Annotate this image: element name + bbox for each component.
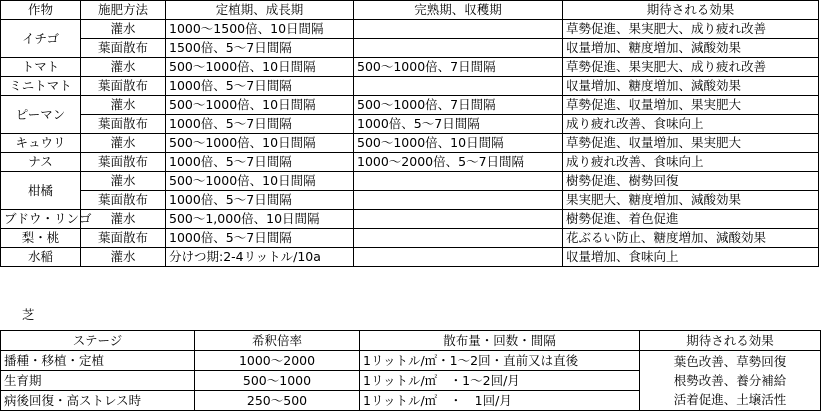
growth-cell: 500〜1000倍、10日間隔 bbox=[166, 134, 354, 153]
effect-cell: 収量増加、糖度増加、減酸効果 bbox=[563, 77, 819, 96]
table-row bbox=[1, 77, 819, 96]
effect-cell bbox=[640, 351, 821, 411]
growth-cell: 500〜1000倍、10日間隔 bbox=[166, 172, 354, 191]
effect-line: 根勢改善、養分補給 bbox=[673, 373, 787, 388]
harvest-cell: 500〜1000倍、7日間隔 bbox=[354, 58, 563, 77]
effect-line: 葉色改善、草勢回復 bbox=[673, 354, 787, 369]
harvest-cell bbox=[354, 172, 563, 191]
effect-cell: 成り疲れ改善、食味向上 bbox=[563, 153, 819, 172]
harvest-cell bbox=[354, 77, 563, 96]
method-cell: 灌水 bbox=[81, 172, 166, 191]
header-effect: 期待される効果 bbox=[563, 1, 819, 20]
method-cell: 葉面散布 bbox=[81, 77, 166, 96]
header-dilution: 希釈倍率 bbox=[195, 331, 360, 351]
crop-cell: トマト bbox=[1, 58, 81, 77]
effect-cell: 草勢促進、果実肥大、成り疲れ改善 bbox=[563, 20, 819, 39]
growth-cell: 1000倍、5〜7日間隔 bbox=[166, 153, 354, 172]
method-cell: 葉面散布 bbox=[81, 39, 166, 58]
header-effect: 期待される効果 bbox=[640, 331, 821, 351]
effect-cell: 収量増加、食味向上 bbox=[563, 248, 819, 267]
dilution-cell: 1000〜2000 bbox=[195, 351, 360, 371]
table-row bbox=[1, 96, 819, 115]
growth-cell: 500〜1,000倍、10日間隔 bbox=[166, 210, 354, 229]
table-row bbox=[1, 248, 819, 267]
table-row bbox=[1, 134, 819, 153]
growth-cell: 1500倍、5〜7日間隔 bbox=[166, 39, 354, 58]
harvest-cell bbox=[354, 210, 563, 229]
effect-cell: 果実肥大、糖度増加、減酸効果 bbox=[563, 191, 819, 210]
amount-cell: 1リットル/㎡ ・ 1回/月 bbox=[360, 391, 640, 411]
method-cell: 灌水 bbox=[81, 20, 166, 39]
table-row bbox=[1, 351, 821, 371]
dilution-cell: 500〜1000 bbox=[195, 371, 360, 391]
effect-cell: 樹勢促進、着色促進 bbox=[563, 210, 819, 229]
effect-cell: 収量増加、糖度増加、減酸効果 bbox=[563, 39, 819, 58]
harvest-cell bbox=[354, 39, 563, 58]
growth-cell: 1000倍、5〜7日間隔 bbox=[166, 229, 354, 248]
header-growth: 定植期、成長期 bbox=[166, 1, 354, 20]
method-cell: 葉面散布 bbox=[81, 229, 166, 248]
crop-cell: イチゴ bbox=[1, 20, 81, 58]
crop-cell: 柑橘 bbox=[1, 172, 81, 210]
turf-section-label: 芝 bbox=[22, 307, 35, 322]
method-cell: 灌水 bbox=[81, 210, 166, 229]
effect-cell: 草勢促進、収量増加、果実肥大 bbox=[563, 134, 819, 153]
method-cell: 葉面散布 bbox=[81, 153, 166, 172]
table-row bbox=[1, 229, 819, 248]
header-crop: 作物 bbox=[1, 1, 81, 20]
growth-cell: 1000倍、5〜7日間隔 bbox=[166, 77, 354, 96]
method-cell: 灌水 bbox=[81, 134, 166, 153]
crop-cell: ミニトマト bbox=[1, 77, 81, 96]
amount-cell: 1リットル/㎡・1〜2回・直前又は直後 bbox=[360, 351, 640, 371]
harvest-cell bbox=[354, 20, 563, 39]
crop-cell: 水稲 bbox=[1, 248, 81, 267]
stage-cell: 播種・移植・定植 bbox=[1, 351, 195, 371]
effect-cell: 花ぶるい防止、糖度増加、減酸効果 bbox=[563, 229, 819, 248]
effect-cell: 草勢促進、収量増加、果実肥大 bbox=[563, 96, 819, 115]
table-row bbox=[1, 153, 819, 172]
table-row bbox=[1, 191, 819, 210]
effect-line: 活着促進、土壌活性 bbox=[673, 392, 787, 407]
growth-cell: 1000〜1500倍、10日間隔 bbox=[166, 20, 354, 39]
harvest-cell bbox=[354, 248, 563, 267]
growth-cell: 500〜1000倍、10日間隔 bbox=[166, 58, 354, 77]
table-row bbox=[1, 20, 819, 39]
crop-cell: ナス bbox=[1, 153, 81, 172]
harvest-cell: 1000〜2000倍、5〜7日間隔 bbox=[354, 153, 563, 172]
amount-cell: 1リットル/㎡ ・1〜2回/月 bbox=[360, 371, 640, 391]
growth-cell: 500〜1000倍、10日間隔 bbox=[166, 96, 354, 115]
growth-cell: 1000倍、5〜7日間隔 bbox=[166, 191, 354, 210]
stage-cell: 病後回復・高ストレス時 bbox=[1, 391, 195, 411]
table-row bbox=[1, 58, 819, 77]
method-cell: 灌水 bbox=[81, 58, 166, 77]
crop-cell: キュウリ bbox=[1, 134, 81, 153]
effect-cell: 成り疲れ改善、食味向上 bbox=[563, 115, 819, 134]
harvest-cell: 500〜1000倍、7日間隔 bbox=[354, 96, 563, 115]
harvest-cell: 500〜1000倍、10日間隔 bbox=[354, 134, 563, 153]
header-method: 施肥方法 bbox=[81, 1, 166, 20]
effect-cell: 樹勢促進、樹勢回復 bbox=[563, 172, 819, 191]
table-row bbox=[1, 172, 819, 191]
growth-cell: 1000倍、5〜7日間隔 bbox=[166, 115, 354, 134]
crop-cell: 梨・桃 bbox=[1, 229, 81, 248]
table-row bbox=[1, 210, 819, 229]
harvest-cell: 1000倍、5〜7日間隔 bbox=[354, 115, 563, 134]
crop-cell: ブドウ・リンゴ bbox=[1, 210, 81, 229]
header-harvest: 完熟期、収穫期 bbox=[354, 1, 563, 20]
harvest-cell bbox=[354, 191, 563, 210]
growth-cell: 分けつ期:2-4リットル/10a bbox=[166, 248, 354, 267]
crop-cell: ピーマン bbox=[1, 96, 81, 134]
harvest-cell bbox=[354, 229, 563, 248]
header-stage: ステージ bbox=[1, 331, 195, 351]
table-row bbox=[1, 115, 819, 134]
table-header-row bbox=[1, 1, 819, 20]
table-row bbox=[1, 39, 819, 58]
method-cell: 葉面散布 bbox=[81, 191, 166, 210]
stage-cell: 生育期 bbox=[1, 371, 195, 391]
effect-cell: 草勢促進、果実肥大、成り疲れ改善 bbox=[563, 58, 819, 77]
dilution-cell: 250〜500 bbox=[195, 391, 360, 411]
method-cell: 葉面散布 bbox=[81, 115, 166, 134]
table-header-row bbox=[1, 331, 821, 351]
turf-table bbox=[0, 330, 821, 411]
method-cell: 灌水 bbox=[81, 96, 166, 115]
header-amount: 散布量・回数・間隔 bbox=[360, 331, 640, 351]
method-cell: 灌水 bbox=[81, 248, 166, 267]
